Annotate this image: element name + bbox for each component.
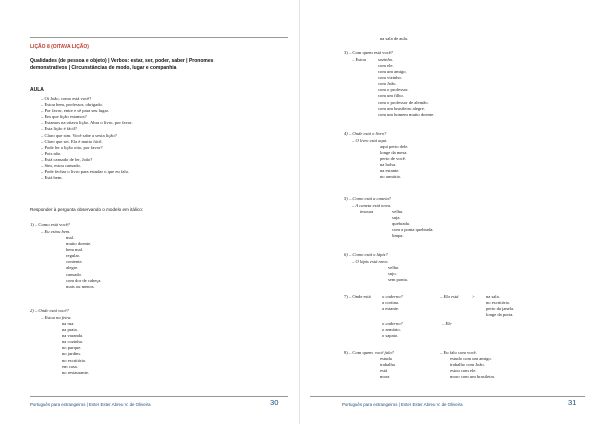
answer-item: com João. [378, 81, 397, 87]
answer-item: na praia. [62, 327, 78, 333]
answer-item: com um amigo. [378, 69, 407, 75]
exercise-5-label: tesoura [360, 209, 374, 214]
exercise-5-answers [392, 209, 434, 239]
answer-item: na sala. [486, 294, 500, 299]
answer-item: contente. [66, 259, 83, 265]
answer-item: no escritório. [486, 300, 511, 306]
answer-item: velha. [392, 209, 404, 214]
exercise-6-model: – O lápis está novo. [352, 259, 389, 264]
dialog-line: – Estou bem, professor, obrigado. [41, 102, 103, 108]
dialog-line: – Está cansado de ler, João? [41, 156, 93, 162]
exercise-7-answers [382, 300, 399, 312]
answer-item: quebrada. [392, 221, 410, 227]
dialog-line: – Estamos na oitava lição. Abra o livro, por favor. [41, 120, 133, 126]
exercise-7-arrow: > [472, 294, 475, 299]
answer-item: bem mal. [66, 247, 84, 253]
answer-item: na varanda. [62, 333, 84, 339]
qualifiers-line-1: Qualidades (de pessoa e objeto) | Verbos: estar, ser, poder, saber | Pronomes [30, 58, 214, 64]
answer-item: mal. [66, 235, 75, 240]
exercise-3-model: sozinho. [378, 57, 394, 62]
answer-item: na rua. [62, 321, 75, 326]
exercise-5-question: 5) – Como está a caneta? [344, 196, 392, 201]
dialog-line: – Claro que sei. Ela é muito fácil. [41, 138, 103, 144]
exercise-4-answers [380, 144, 408, 181]
exercise-4-model: – O livro está aqui. [352, 138, 388, 143]
answer-item: mora [380, 374, 390, 380]
answer-item: com o professor de alemão. [378, 99, 429, 105]
answer-item: cansado. [66, 271, 82, 277]
answer-item: no escritório. [62, 357, 87, 363]
answer-item: mais ou menos. [66, 283, 95, 289]
answer-item: estudo com um amigo. [450, 356, 492, 361]
footer-rule [30, 396, 288, 397]
answer-item: limpa. [392, 233, 404, 239]
page-number: 30 [270, 398, 279, 407]
answer-item: na estante. [380, 168, 400, 174]
answer-item: moro com um brasileiro. [450, 374, 496, 380]
answer-item: em casa. [62, 363, 78, 369]
exercise-4-question: 4) – Onde está o livro? [344, 131, 387, 136]
exercise-8-right-answers [450, 356, 495, 380]
exercise-1-question: 1) – Como está você? [30, 222, 70, 227]
exercise-8-answers [380, 356, 395, 380]
exercise-7-right-answers [486, 294, 514, 318]
exercise-2-model: – Estou na feira. [41, 315, 72, 320]
dialog-line: – Esta lição é fácil? [41, 126, 77, 132]
exercise-2-answers [62, 321, 89, 376]
answer-item: com um brasileiro alegre. [378, 105, 425, 111]
dialog-line: – Pois não. [41, 150, 62, 156]
answer-item: sem ponta. [388, 277, 408, 283]
dialog-line: – Oi João, como está você? [41, 96, 92, 101]
exercise-5-model: – A caneta está nova. [352, 203, 392, 208]
answer-item: na cozinha. [62, 339, 83, 345]
answer-item: trabalho com João. [450, 362, 485, 368]
right-page [300, 0, 600, 424]
answer-item: sujo. [388, 271, 397, 277]
answer-item: o caderno? [382, 321, 403, 326]
exercise-3-answers [378, 63, 434, 118]
exercise-6-question: 6) – Como está o lápis? [344, 252, 388, 257]
dialog-line: – Pode fechar o livro para estudar o que eu falo. [41, 169, 130, 175]
answer-item: trabalha [380, 362, 395, 368]
exercise-6-answers [388, 265, 408, 283]
answer-item: com ele. [378, 63, 394, 68]
answer-item: no armário. [380, 174, 402, 180]
answer-item: perto de você. [380, 156, 406, 162]
answer-item: a cortina. [382, 300, 400, 305]
answer-item: longe da mesa. [380, 150, 408, 156]
answer-item: com o professor. [378, 87, 409, 93]
answer-item: muito doente. [66, 241, 92, 247]
answer-item: perto da janela. [486, 306, 515, 312]
dialog-line: – Por favor, entre e sê para seu lugar. [41, 108, 109, 114]
dialog-line: – Sim, estou cansado. [41, 163, 81, 169]
aula-heading: AULA [30, 87, 44, 93]
answer-item: na bolsa. [380, 162, 397, 168]
answer-item: com a ponta quebrada. [392, 227, 434, 233]
exercise-1-answers [66, 235, 101, 290]
exercise-8-question-a: 8) – Com quem [344, 350, 373, 355]
header-rule [30, 37, 288, 38]
dialog-line: – Pode ler a lição oito, por favor? [41, 144, 103, 150]
exercise-2-question: 2) – Onde está você? [30, 308, 69, 313]
exercise-1-model: – Eu estou bem. [41, 229, 71, 234]
answer-item: aqui perto dele. [380, 144, 409, 149]
exercise-7-question-b: o caderno? [382, 294, 403, 299]
exercise-3-question: 3) – Com quem está você? [344, 50, 393, 55]
answer-item: com vizinho. [378, 75, 402, 81]
page-number: 31 [568, 398, 577, 407]
footer-text: Português para estrangeiros | Ester Ester Abreu V. de Oliveira [30, 402, 151, 407]
answer-item: no restaurante. [62, 369, 90, 375]
footer-rule [310, 396, 585, 397]
answer-item: estuda [380, 356, 392, 361]
answer-item: a estante. [382, 306, 400, 312]
answer-item: alegre. [66, 265, 79, 271]
dialog-block [41, 96, 133, 181]
answer-item: regular. [66, 253, 80, 259]
answer-item: suja. [392, 215, 401, 221]
answer-item: no jardim. [62, 351, 81, 357]
qualifiers-line-2: demonstrativos | Circunstâncias de modo, lugar e companhia [30, 65, 177, 71]
exercise-8-right-model: – Eu falo com você. [440, 350, 477, 355]
exercise-7-b-items [382, 321, 403, 339]
exercise-7-question-a: 7) – Onde está [344, 294, 371, 299]
exercise-3-model-label: – Estou [352, 57, 366, 62]
answer-item: velho. [388, 265, 400, 270]
carry-line: na sala de aula. [380, 36, 409, 41]
answer-item: com um homem muito doente. [378, 111, 435, 117]
answer-item: longe da porta. [486, 312, 514, 318]
exercise-8-question-b: você fala? [375, 350, 395, 355]
exercise-7-b-model: – Ele [442, 321, 452, 326]
dialog-line: – Em que lição estamos? [41, 114, 87, 120]
exercise-7-right-model: – Ela está [440, 294, 459, 299]
answer-item: no parque. [62, 345, 82, 351]
answer-item: o sapato. [382, 333, 399, 339]
answer-item: com dor de cabeça. [66, 277, 102, 283]
footer-text: Português para estrangeiros | Ester Ester Abreu V. de Oliveira [342, 402, 463, 407]
dialog-line: – Está bem. [41, 175, 63, 181]
dialog-line: – Claro que sim. Você sabe a sexta lição? [41, 132, 117, 138]
lesson-title: LIÇÃO 8 (OITAVA LIÇÃO) [30, 44, 89, 50]
answer-item: está [380, 368, 388, 374]
answer-item: o armário. [382, 327, 401, 333]
answer-item: estou com ele. [450, 368, 477, 374]
answer-item: com um filho. [378, 93, 404, 99]
instruction: Responder à pergunta observando o modelo em itálico: [30, 207, 144, 212]
